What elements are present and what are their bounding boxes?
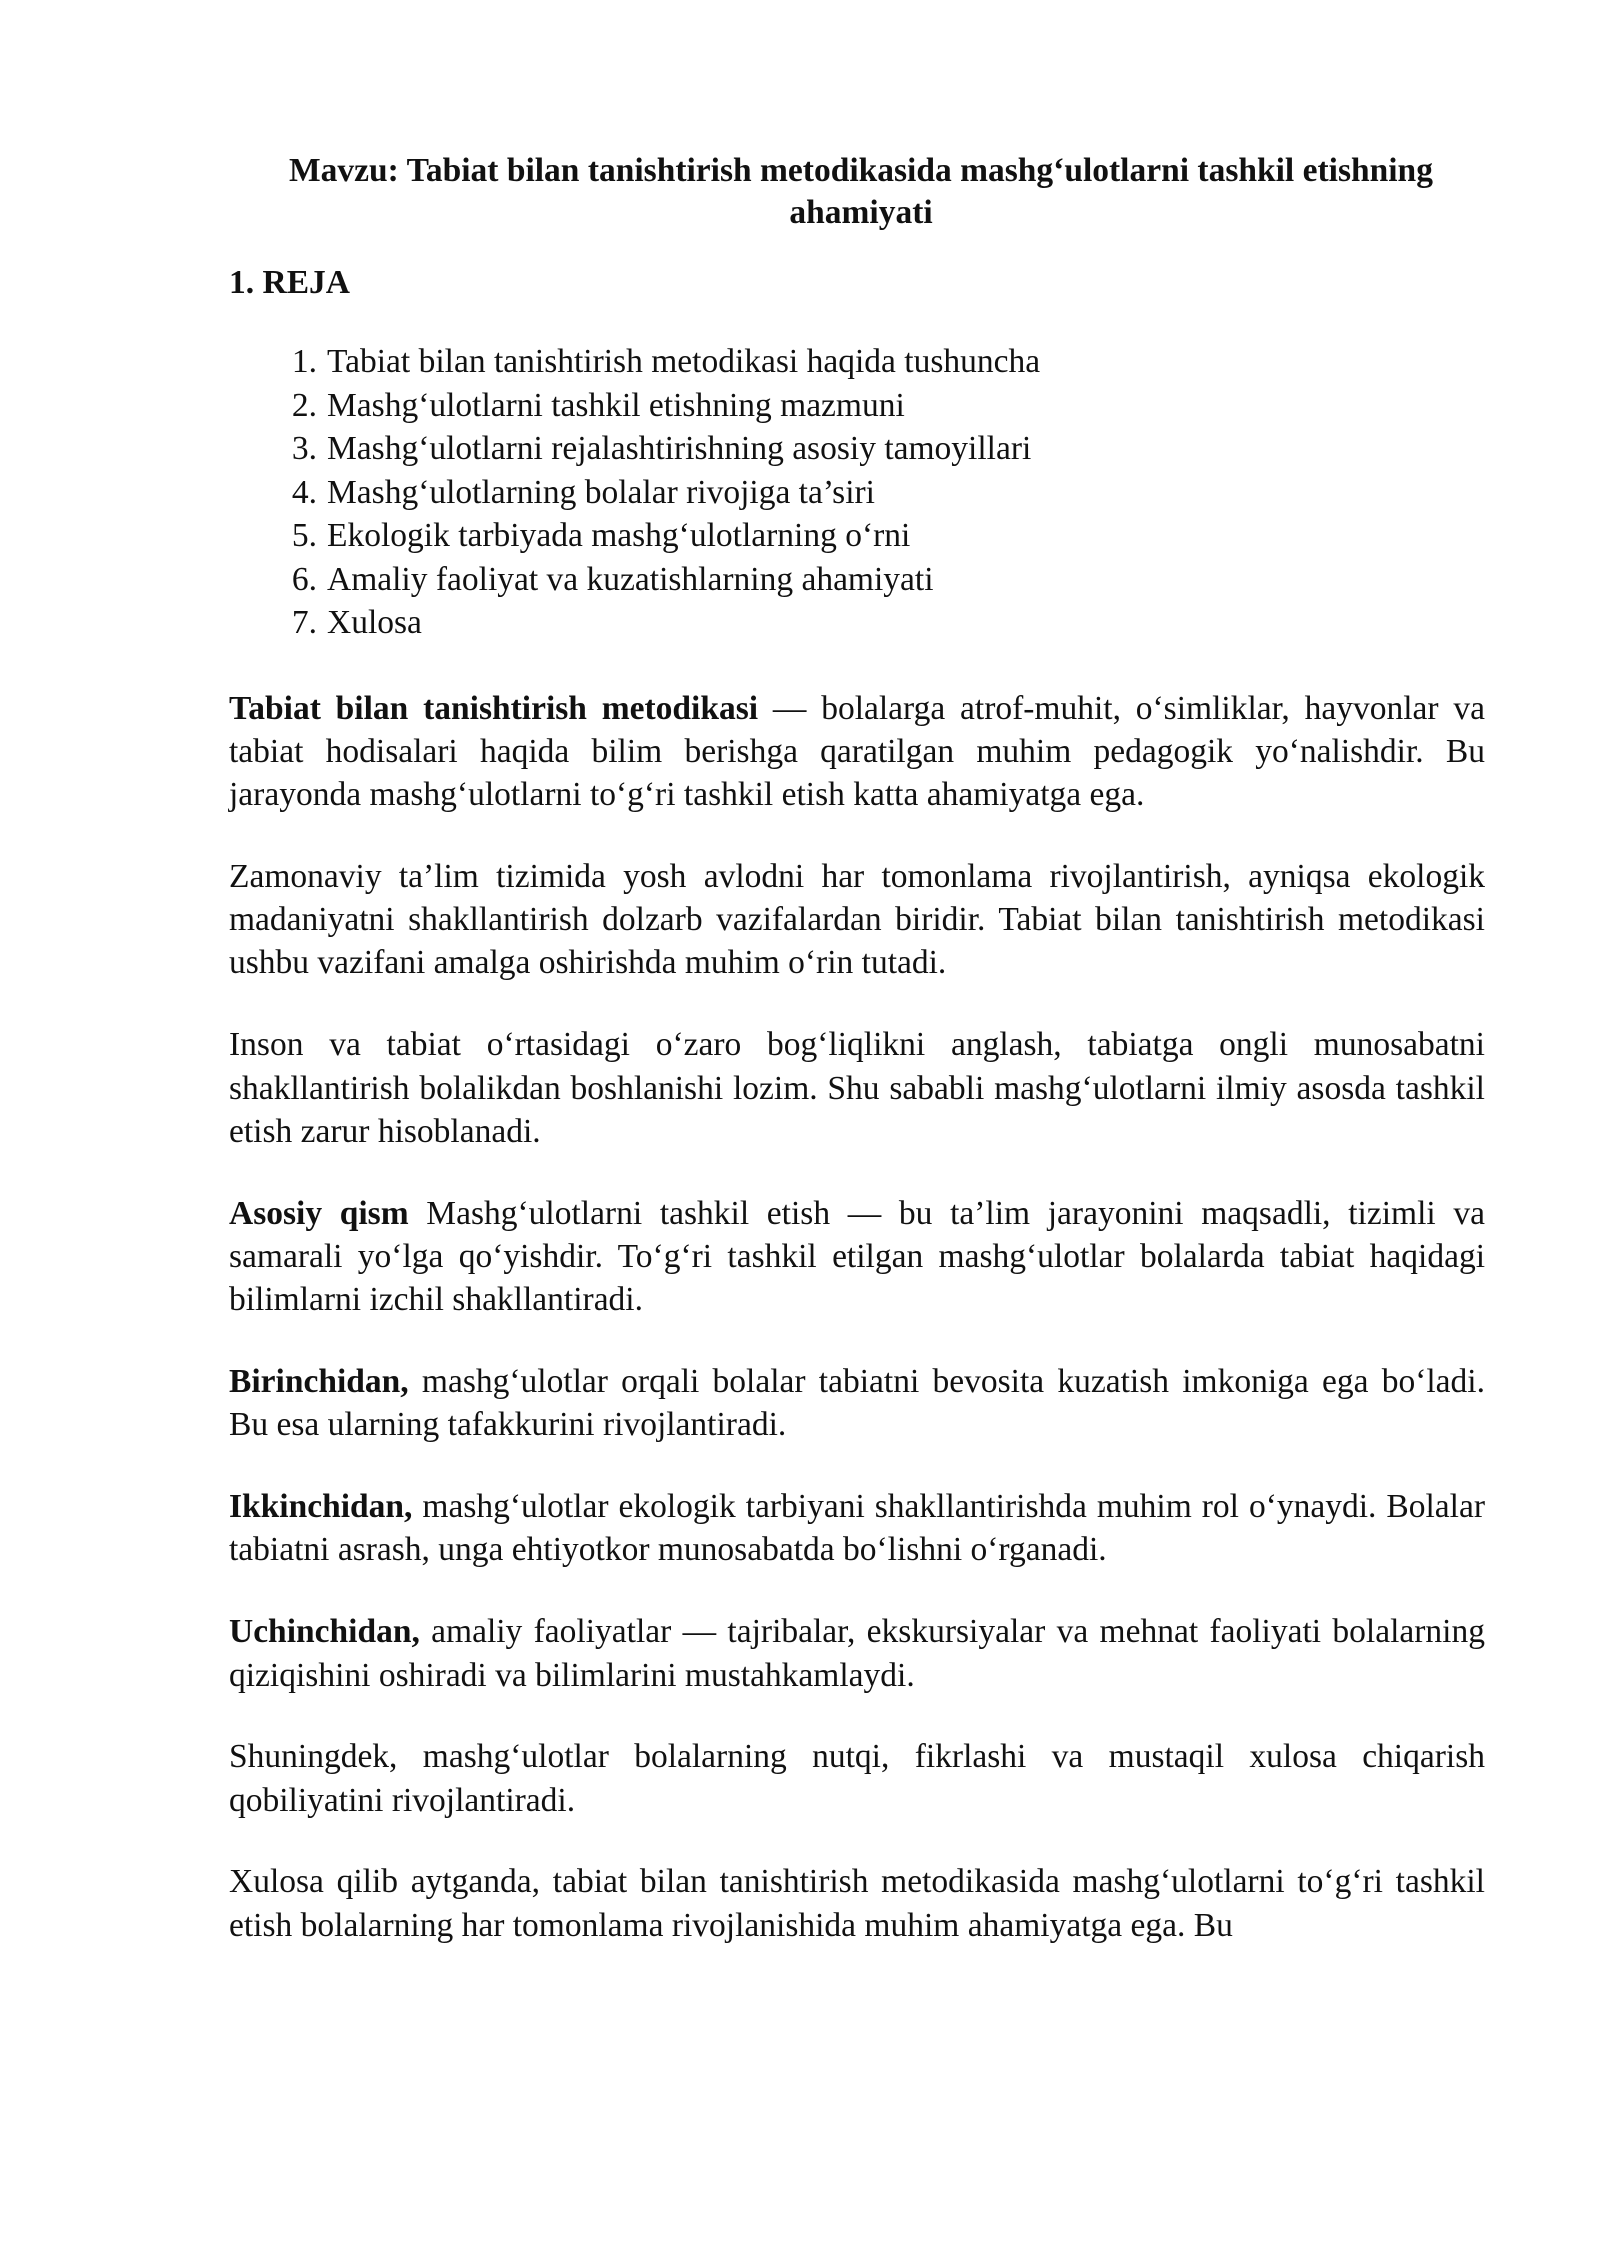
paragraph-text: Xulosa qilib aytganda, tabiat bilan tanishtirish metodikasida mashg‘ulotlarni to‘g‘ri tashkil etish bolalarning har tomonlama rivojlanishida muhim ahamiyatga ega. Bu — [229, 1863, 1485, 1944]
paragraph-first — [229, 1360, 1485, 1447]
plan-item-number: 7. — [291, 604, 317, 641]
plan-item-text: Ekologik tarbiyada mashg‘ulotlarning o‘rni — [327, 517, 911, 554]
paragraph-text: — bolalarga atrof-muhit, o‘simliklar, hayvonlar va tabiat hodisalari haqida bilim berishga qaratilgan muhim pedagogik yo‘nalishdir. Bu jarayonda mashg‘ulotlarni to‘g‘ri tashkil etish katta ahamiyatga ega. — [229, 689, 1485, 814]
paragraph-text: Zamonaviy ta’lim tizimida yosh avlodni har tomonlama rivojlantirish, ayniqsa ekologik madaniyatni shakllantirish dolzarb vazifalardan biridir. Tabiat bilan tanishtirish metodikasi ushbu vazifani amalga oshirishda muhim o‘rin tutadi. — [229, 857, 1485, 982]
plan-item — [229, 384, 1485, 428]
plan-item-text: Mashg‘ulotlarni rejalashtirishning asosiy tamoyillari — [327, 430, 1032, 467]
paragraph-lead: Ikkinchidan, — [229, 1488, 413, 1526]
plan-heading: 1. REJA — [229, 264, 350, 301]
paragraph-lead: Tabiat bilan tanishtirish metodikasi — [229, 689, 759, 727]
plan-item-number: 5. — [291, 517, 317, 554]
plan-item — [229, 471, 1485, 515]
paragraph-human-nature — [229, 1023, 1485, 1153]
paragraph-text: mashg‘ulotlar ekologik tarbiyani shakllantirishda muhim rol o‘ynaydi. Bolalar tabiatni asrash, unga ehtiyotkor munosabatda bo‘lishni o‘rganadi. — [229, 1488, 1485, 1569]
plan-item-number: 1. — [291, 343, 317, 380]
paragraph-text: amaliy faoliyatlar — tajribalar, ekskursiyalar va mehnat faoliyati bolalarning qiziqishini oshiradi va bilimlarini mustahkamlaydi. — [229, 1613, 1485, 1694]
plan-item-text: Mashg‘ulotlarning bolalar rivojiga ta’siri — [327, 473, 875, 511]
plan-item-number: 3. — [291, 430, 317, 467]
paragraph-modern-education — [229, 855, 1485, 985]
paragraph-also — [229, 1735, 1485, 1822]
plan-item-text: Xulosa — [327, 604, 422, 641]
plan-item — [229, 427, 1485, 471]
plan-item-number: 4. — [291, 473, 317, 511]
plan-item — [229, 601, 1485, 645]
plan-item-number: 2. — [291, 386, 317, 424]
plan-item — [229, 558, 1485, 602]
paragraph-text: Inson va tabiat o‘rtasidagi o‘zaro bog‘liqlikni anglash, tabiatga ongli munosabatni shakllantirish bolalikdan boshlanishi lozim. Shu sababli mashg‘ulotlarni ilmiy asosda tashkil etish zarur hisoblanadi. — [229, 1026, 1485, 1150]
plan-item-text: Mashg‘ulotlarni tashkil etishning mazmuni — [327, 386, 905, 424]
paragraph-lead: Asosiy qism — [229, 1194, 409, 1232]
plan-list — [229, 340, 1485, 645]
paragraph-conclusion — [229, 1860, 1485, 1947]
document-title: Mavzu: Tabiat bilan tanishtirish metodikasida mashg‘ulotlarni tashkil etishning ahamiyati — [289, 152, 1433, 231]
plan-item — [229, 514, 1485, 558]
plan-item-text: Tabiat bilan tanishtirish metodikasi haqida tushuncha — [327, 343, 1041, 380]
paragraph-text: Shuningdek, mashg‘ulotlar bolalarning nutqi, fikrlashi va mustaqil xulosa chiqarish qobiliyatini rivojlantiradi. — [229, 1738, 1485, 1819]
paragraph-intro — [229, 687, 1485, 817]
plan-item-number: 6. — [291, 560, 317, 598]
paragraph-lead: Uchinchidan, — [229, 1613, 420, 1651]
paragraph-text: mashg‘ulotlar orqali bolalar tabiatni bevosita kuzatish imkoniga ega bo‘ladi. Bu esa ularning tafakkurini rivojlantiradi. — [229, 1363, 1485, 1444]
paragraph-main-part — [229, 1192, 1485, 1322]
plan-item — [229, 340, 1485, 384]
plan-item-text: Amaliy faoliyat va kuzatishlarning ahamiyati — [327, 560, 934, 598]
paragraph-text: Mashg‘ulotlarni tashkil etish — bu ta’lim jarayonini maqsadli, tizimli va samarali yo‘lga qo‘yishdir. To‘g‘ri tashkil etilgan mashg‘ulotlar bolalarda tabiat haqidagi bilimlarni izchil shakllantiradi. — [229, 1194, 1485, 1319]
paragraph-lead: Birinchidan, — [229, 1363, 409, 1401]
document-page — [229, 150, 1485, 1986]
paragraph-third — [229, 1610, 1485, 1697]
paragraph-second — [229, 1485, 1485, 1572]
